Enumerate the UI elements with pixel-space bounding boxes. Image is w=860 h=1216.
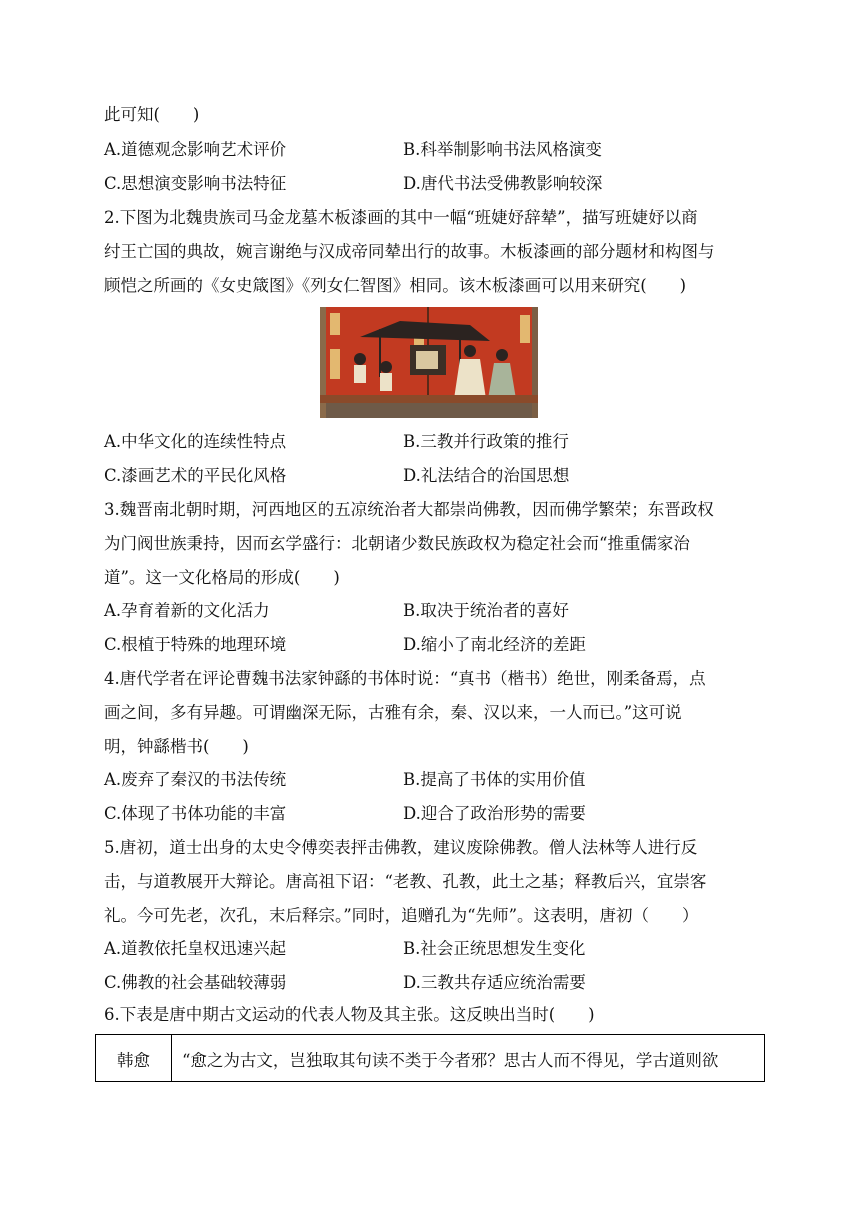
q4-stem-line1: 4.唐代学者在评论曹魏书法家钟繇的书体时说：“真书（楷书）绝世，刚柔备焉，点 xyxy=(104,669,706,688)
q1-option-b: B.科举制影响书法风格演变 xyxy=(403,140,602,159)
q4-option-d: D.迎合了政治形势的需要 xyxy=(403,804,586,823)
q2-option-d: D.礼法结合的治国思想 xyxy=(403,466,570,485)
q1-option-c: C.思想演变影响书法特征 xyxy=(104,174,287,193)
q3-stem-line1: 3.魏晋南北朝时期，河西地区的五凉统治者大都崇尚佛教，因而佛学繁荣；东晋政权 xyxy=(104,500,714,519)
q2-option-b: B.三教并行政策的推行 xyxy=(403,432,569,451)
q6-stem: 6.下表是唐中期古文运动的代表人物及其主张。这反映出当时( ) xyxy=(104,1005,595,1024)
q1-option-a: A.道德观念影响艺术评价 xyxy=(104,140,287,159)
q3-option-a: A.孕育着新的文化活力 xyxy=(104,601,270,620)
q2-stem-line1: 2.下图为北魏贵族司马金龙墓木板漆画的其中一幅“班婕妤辞辇”，描写班婕妤以商 xyxy=(104,208,698,227)
q3-stem-line3: 道”。这一文化格局的形成( ) xyxy=(104,568,340,587)
q3-option-b: B.取决于统治者的喜好 xyxy=(403,601,569,620)
lacquer-painting-illustration xyxy=(320,307,538,418)
table-divider xyxy=(171,1035,172,1081)
q5-stem-line2: 击，与道教展开大辩论。唐高祖下诏：“老教、孔教，此土之基；释教后兴，宜崇客 xyxy=(104,872,707,891)
q5-option-a: A.道教依托皇权迅速兴起 xyxy=(104,939,287,958)
q1-option-d: D.唐代书法受佛教影响较深 xyxy=(403,174,603,193)
q4-option-a: A.废弃了秦汉的书法传统 xyxy=(104,770,287,789)
lacquer-painting-image xyxy=(320,307,538,418)
q4-option-b: B.提高了书体的实用价值 xyxy=(403,770,586,789)
q5-option-c: C.佛教的社会基础较薄弱 xyxy=(104,973,287,992)
q2-stem-line2: 纣王亡国的典故，婉言谢绝与汉成帝同辇出行的故事。木板漆画的部分题材和构图与 xyxy=(104,242,715,261)
q1-stem-end: 此可知( ) xyxy=(104,105,200,124)
q5-stem-line1: 5.唐初，道士出身的太史令傅奕表抨击佛教，建议废除佛教。僧人法林等人进行反 xyxy=(104,838,698,857)
q2-option-c: C.漆画艺术的平民化风格 xyxy=(104,466,287,485)
q4-stem-line3: 明，钟繇楷书( ) xyxy=(104,737,249,756)
table-cell-text: “愈之为古文，岂独取其句读不类于今者邪？思古人而不得见，学古道则欲 xyxy=(182,1051,719,1070)
q5-option-b: B.社会正统思想发生变化 xyxy=(403,939,586,958)
q3-stem-line2: 为门阀世族秉持，因而玄学盛行：北朝诸少数民族政权为稳定社会而“推重儒家治 xyxy=(104,534,690,553)
ancient-prose-table xyxy=(95,1034,765,1082)
table-cell-name: 韩愈 xyxy=(117,1051,150,1070)
q5-option-d: D.三教共存适应统治需要 xyxy=(403,973,586,992)
q2-option-a: A.中华文化的连续性特点 xyxy=(104,432,287,451)
q4-stem-line2: 画之间，多有异趣。可谓幽深无际，古雅有余，秦、汉以来，一人而已。”这可说 xyxy=(104,703,682,722)
q3-option-c: C.根植于特殊的地理环境 xyxy=(104,635,287,654)
q2-stem-line3: 顾恺之所画的《女史箴图》《列女仁智图》相同。该木板漆画可以用来研究( ) xyxy=(104,276,687,295)
q3-option-d: D.缩小了南北经济的差距 xyxy=(403,635,586,654)
q5-stem-line3: 礼。今可先老，次孔，末后释宗。”同时，追赠孔为“先师”。这表明，唐初（ ） xyxy=(104,906,699,925)
q4-option-c: C.体现了书体功能的丰富 xyxy=(104,804,287,823)
